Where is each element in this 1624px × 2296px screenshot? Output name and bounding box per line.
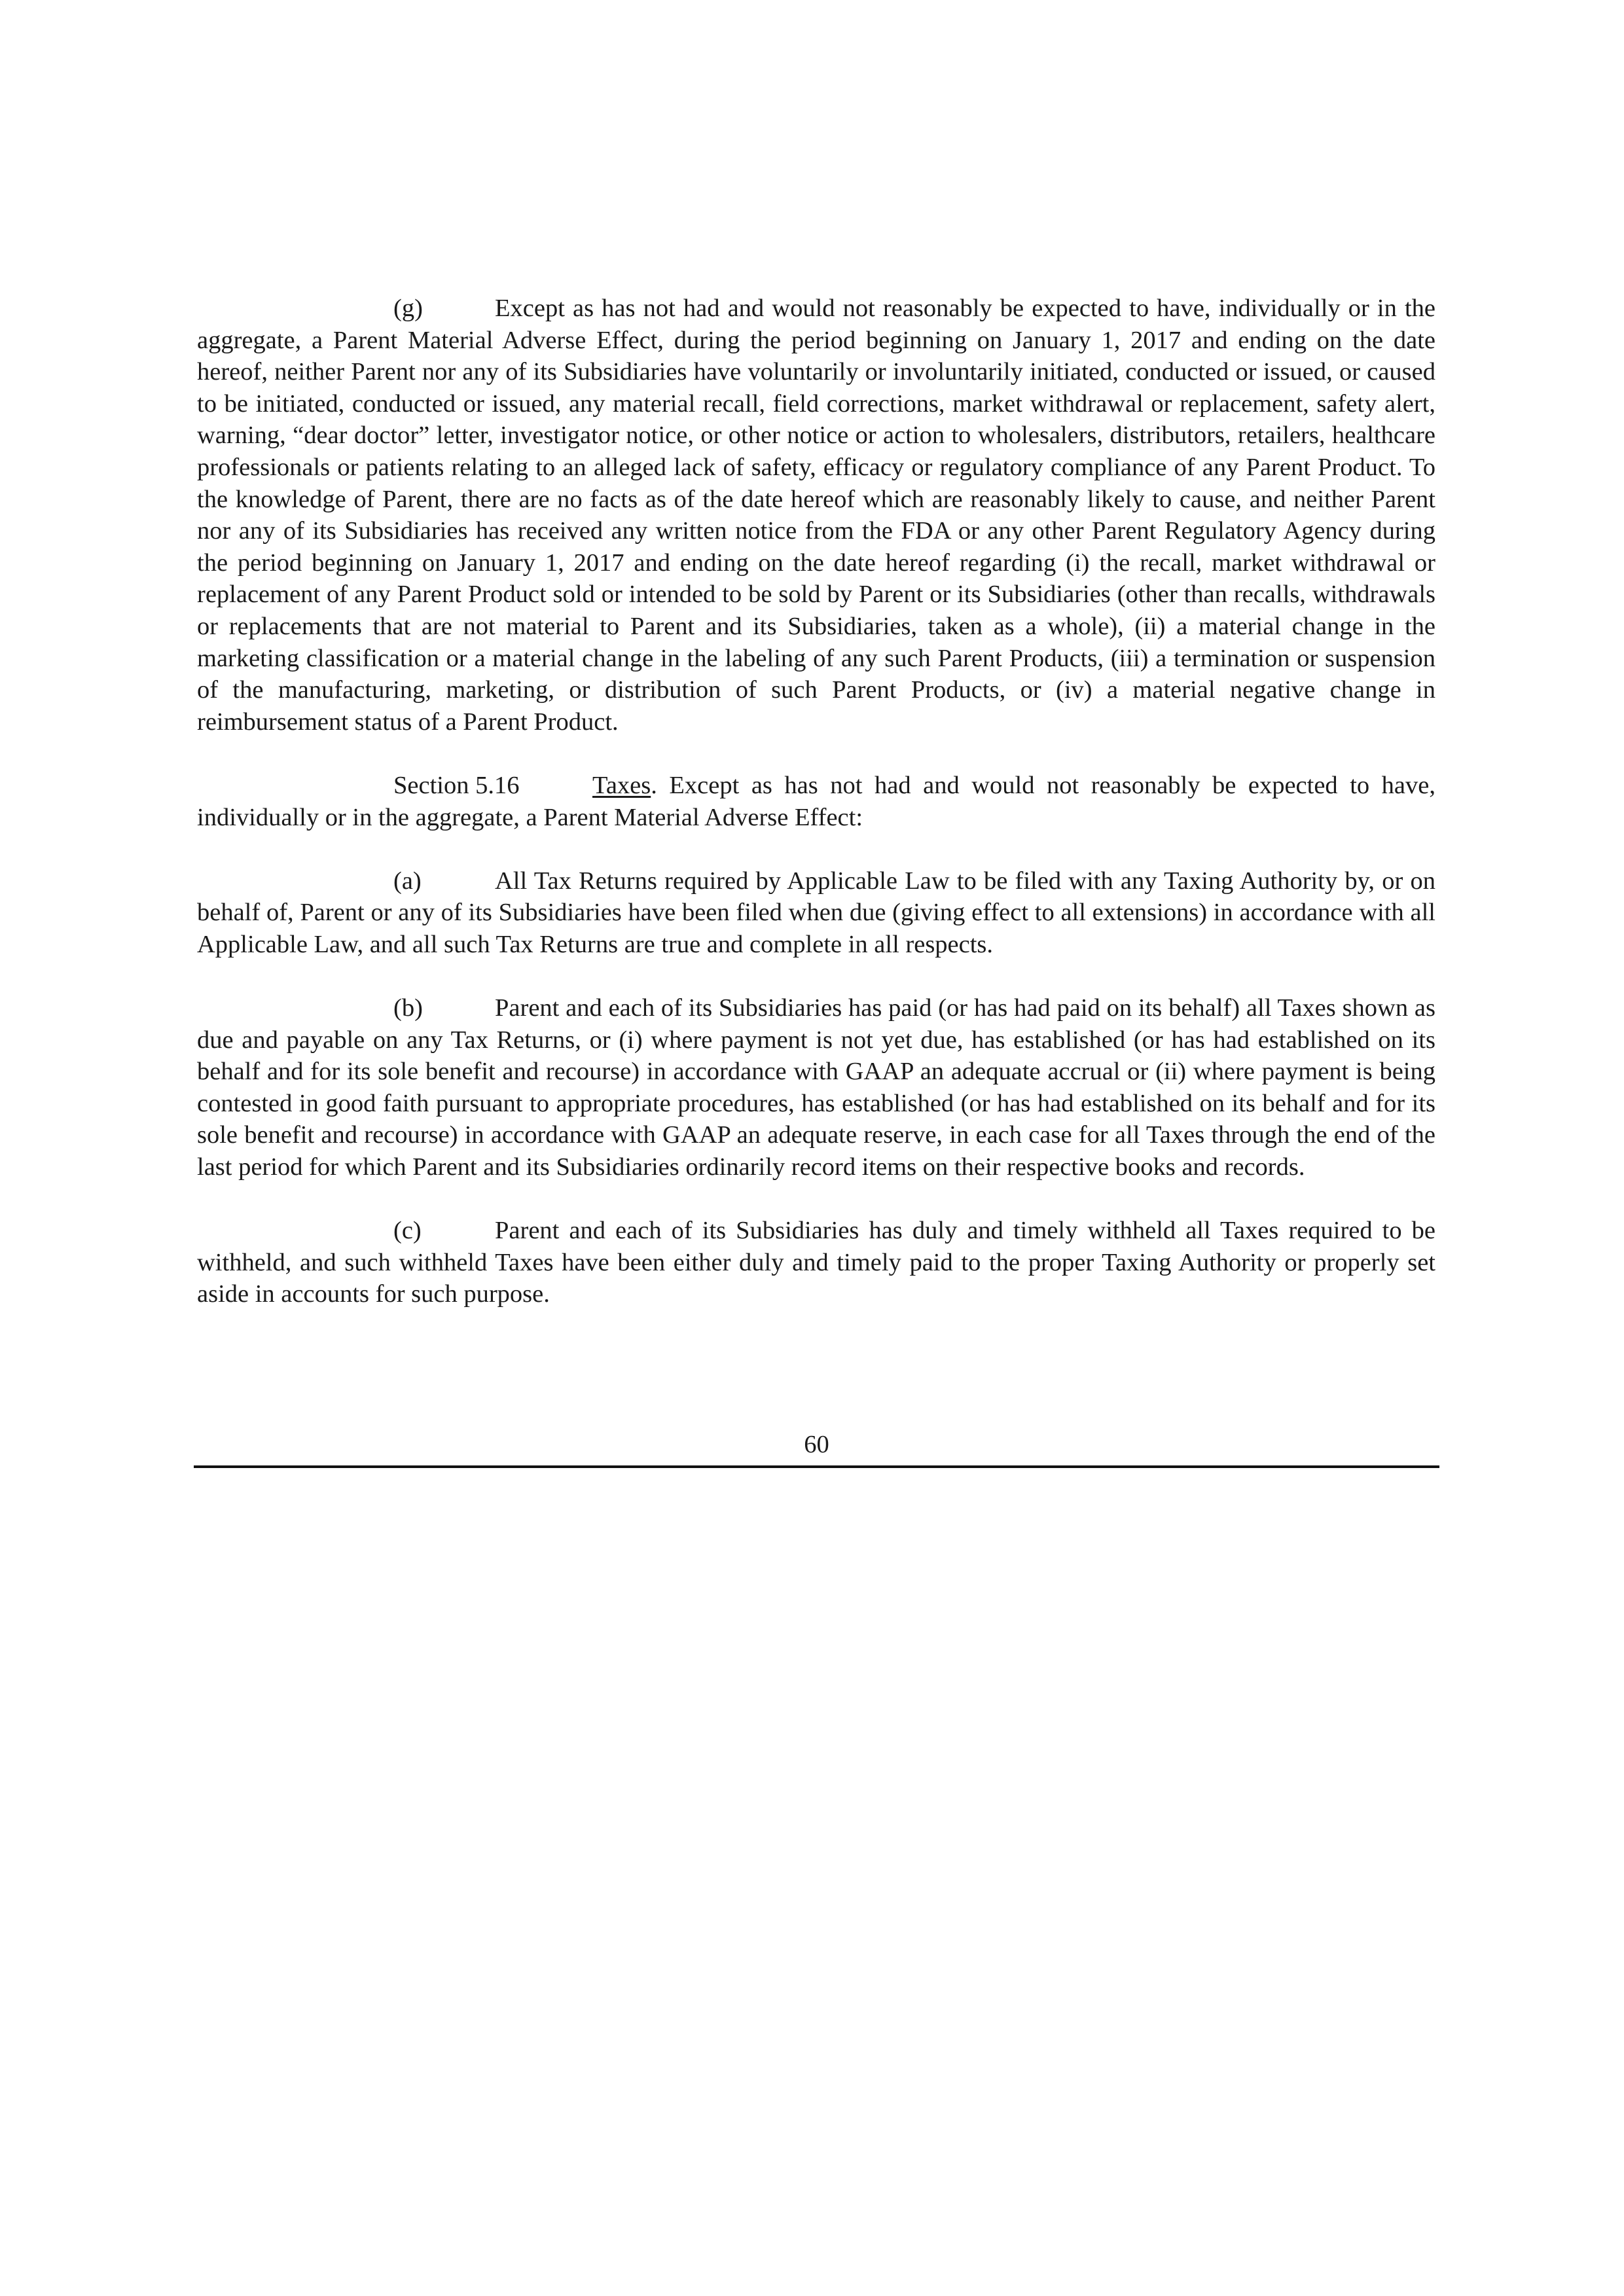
paragraph-g — [197, 293, 1435, 738]
page-footer — [194, 1430, 1439, 1468]
paragraph-label: (g) — [393, 295, 423, 322]
paragraph-text: Parent and each of its Subsidiaries has paid (or has had paid on its behalf) all Taxes shown as due and payable on any Tax Returns, or (i) where payment is not yet due, has established (or has had established on its behalf and for its sole benefit and recourse) in accordance with GAAP an adequate accrual or (ii) where payment is being contested in good faith pursuant to appropriate procedures, has established (or has had established on its behalf and for its sole benefit and recourse) in accordance with GAAP an adequate reserve, in each case for all Taxes through the end of the last period for which Parent and its Subsidiaries ordinarily record items on their respective books and records. — [197, 994, 1435, 1181]
paragraph-a — [197, 865, 1435, 961]
paragraph-label: (c) — [393, 1217, 422, 1245]
section-title: Taxes — [592, 771, 651, 799]
paragraph-label: (b) — [393, 994, 423, 1022]
document-body — [197, 293, 1435, 1342]
paragraph-c — [197, 1215, 1435, 1310]
page-number: 60 — [804, 1431, 829, 1458]
footer-rule — [194, 1465, 1439, 1468]
section-5-16 — [197, 770, 1435, 833]
paragraph-text: Except as has not had and would not reasonably be expected to have, individually or in the aggregate, a Parent Material Adverse Effect, during the period beginning on January 1, 2017 and ending on the date hereof, neither Parent nor any of its Subsidiaries have voluntarily or involuntarily initiated, conducted or issued, or caused to be initiated, conducted or issued, any material recall, field corrections, market withdrawal or replacement, safety alert, warning, “dear doctor” letter, investigator notice, or other notice or action to wholesalers, distributors, retailers, healthcare professionals or patients relating to an alleged lack of safety, efficacy or regulatory compliance of any Parent Product. To the knowledge of Parent, there are no facts as of the date hereof which are reasonably likely to cause, and neither Parent nor any of its Subsidiaries has received any written notice from the FDA or any other Parent Regulatory Agency during the period beginning on January 1, 2017 and ending on the date hereof regarding (i) the recall, market withdrawal or replacement of any Parent Product sold or intended to be sold by Parent or its Subsidiaries (other than recalls, withdrawals or replacements that are not material to Parent and its Subsidiaries, taken as a whole), (ii) a material change in the marketing classification or a material change in the labeling of any such Parent Products, (iii) a termination or suspension of the manufacturing, marketing, or distribution of such Parent Products, or (iv) a material negative change in reimbursement status of a Parent Product. — [197, 295, 1435, 736]
paragraph-label: (a) — [393, 867, 422, 895]
paragraph-text: All Tax Returns required by Applicable Law to be filed with any Taxing Authority by, or on behalf of, Parent or any of its Subsidiaries have been filed when due (giving effect to all extensions) in accordance with all Applicable Law, and all such Tax Returns are true and complete in all respects. — [197, 867, 1435, 958]
section-intro-text: . Except as has not had and would not reasonably be expected to have, individually or in the aggregate, a Parent Material Adverse Effect: — [197, 771, 1435, 831]
paragraph-b — [197, 992, 1435, 1183]
section-number: Section 5.16 — [393, 771, 520, 799]
paragraph-text: Parent and each of its Subsidiaries has duly and timely withheld all Taxes required to be withheld, and such withheld Taxes have been either duly and timely paid to the proper Taxing Authority or properly set aside in accounts for such purpose. — [197, 1217, 1435, 1308]
